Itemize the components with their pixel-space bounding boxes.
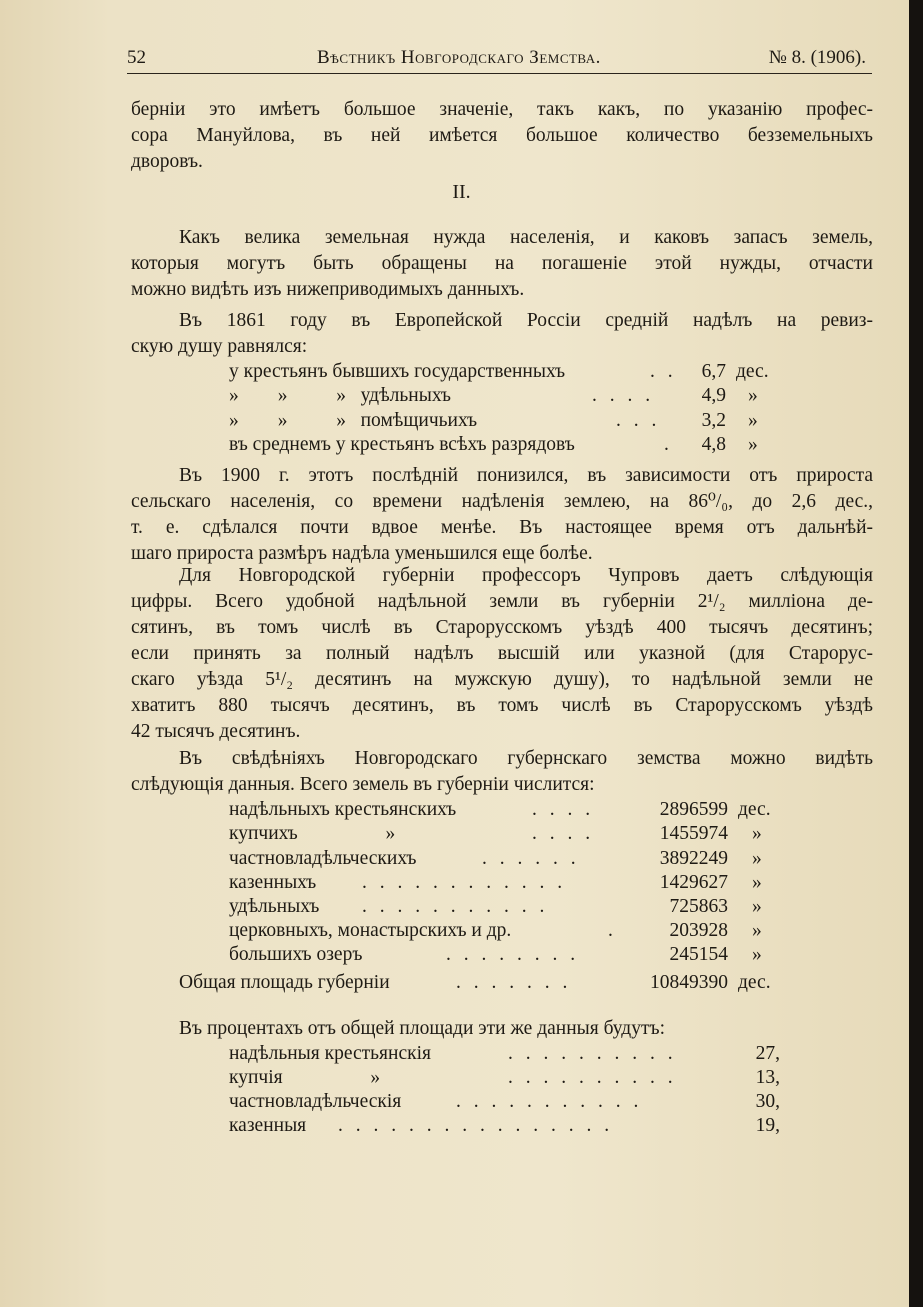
row-unit: дес. xyxy=(738,799,771,820)
paragraph-1-line: берніи это имѣетъ большое значеніе, такъ какъ, по указанію профес- xyxy=(131,99,873,120)
row-unit: » xyxy=(752,823,762,844)
row-value: 6,7 xyxy=(701,361,726,382)
total-value: 10849390 xyxy=(650,972,728,993)
row-label: большихъ озеръ xyxy=(229,944,363,965)
paragraph-3-line: скую душу равнялся: xyxy=(131,336,308,357)
row-value: 245154 xyxy=(669,944,728,965)
row-dots: . . . . . . . . . . . . xyxy=(362,872,567,893)
row-label: церковныхъ, монастырскихъ и др. xyxy=(229,920,512,941)
row-value: 2896599 xyxy=(659,799,728,820)
paragraph-1-line: сора Мануйлова, въ ней имѣется большое количество безземельныхъ xyxy=(131,125,873,146)
row-value: 4,9 xyxy=(701,385,726,406)
row-unit: дес. xyxy=(736,361,769,382)
row-label: частновладѣльческихъ xyxy=(229,848,417,869)
paragraph-2-line: которыя могутъ быть обращены на погашеніе этой нужды, отчасти xyxy=(131,253,873,274)
row-label: » » » помѣщичьихъ xyxy=(229,410,478,431)
paragraph-6-line: Въ свѣдѣніяхъ Новгородскаго губернскаго земства можно видѣть xyxy=(179,748,873,769)
paragraph-5-line: сятинъ, въ томъ числѣ въ Старорусскомъ уѣздѣ 400 тысячъ десятинъ; xyxy=(131,617,873,638)
row-value: 27, xyxy=(755,1043,780,1064)
total-unit: дес. xyxy=(738,972,771,993)
row-unit: » xyxy=(748,434,758,455)
row-label: казенныхъ xyxy=(229,872,317,893)
paragraph-7-line: Въ процентахъ отъ общей площади эти же данныя будутъ: xyxy=(179,1018,665,1039)
row-dots: . . . . xyxy=(592,385,655,406)
row-value: 30, xyxy=(755,1091,780,1112)
paragraph-3-line: Въ 1861 году въ Европейской Россіи средній надѣлъ на ревиз- xyxy=(179,310,873,331)
row-dots: . . . xyxy=(616,410,661,431)
paragraph-2-line: можно видѣть изъ нижеприводимыхъ данныхъ. xyxy=(131,279,525,300)
page-number: 52 xyxy=(127,47,146,68)
row-unit: » xyxy=(748,385,758,406)
row-value: 13, xyxy=(755,1067,780,1088)
row-value: 19, xyxy=(755,1115,780,1136)
row-label: частновладѣльческія xyxy=(229,1091,402,1112)
row-value: 3,2 xyxy=(701,410,726,431)
row-dots: . xyxy=(608,920,617,941)
issue-number: № 8. (1906). xyxy=(768,47,866,68)
row-value: 4,8 xyxy=(701,434,726,455)
paragraph-4-line: сельскаго населенія, со времени надѣленія землею, на 86⁰/₀, до 2,6 дес., xyxy=(131,491,873,512)
row-label: удѣльныхъ xyxy=(229,896,320,917)
row-label: казенныя xyxy=(229,1115,307,1136)
paragraph-4-line: Въ 1900 г. этотъ послѣдній понизился, въ зависимости отъ прироста xyxy=(179,465,873,486)
paragraph-5-line: Для Новгородской губерніи профессоръ Чупровъ даетъ слѣдующія xyxy=(179,565,873,586)
paragraph-5-line: хватитъ 880 тысячъ десятинъ, въ томъ числѣ въ Старорусскомъ уѣздѣ xyxy=(131,695,873,716)
paragraph-5-line: скаго уѣзда 5¹/₂ десятинъ на мужскую душу), то надѣльной земли не xyxy=(131,669,873,690)
row-dots: . . . . . . . . . . . xyxy=(362,896,549,917)
row-unit: » xyxy=(752,896,762,917)
row-unit: » xyxy=(752,944,762,965)
row-value: 725863 xyxy=(669,896,728,917)
row-unit: » xyxy=(752,872,762,893)
paragraph-5-line: если принять за полный надѣлъ высшій или указной (для Старорус- xyxy=(131,643,873,664)
paragraph-6-line: слѣдующія данныя. Всего земель въ губерніи числится: xyxy=(131,774,595,795)
row-label: купчія » xyxy=(229,1067,381,1088)
paragraph-5-line: 42 тысячъ десятинъ. xyxy=(131,721,301,742)
row-dots: . . . . . . . . . . xyxy=(508,1067,677,1088)
row-dots: . . . . . . . . xyxy=(446,944,580,965)
row-dots: . . . . xyxy=(532,823,595,844)
row-label: » » » удѣльныхъ xyxy=(229,385,451,406)
row-unit: » xyxy=(752,920,762,941)
section-heading: II. xyxy=(452,181,471,203)
row-dots: . . . . . . . . . . xyxy=(508,1043,677,1064)
total-label: Общая площадь губерніи xyxy=(179,972,390,993)
row-unit: » xyxy=(748,410,758,431)
row-dots: . . . . . . . . . . . . . . . . xyxy=(338,1115,614,1136)
row-label: купчихъ » xyxy=(229,823,396,844)
row-label: надѣльныя крестьянскія xyxy=(229,1043,431,1064)
total-dots: . . . . . . . xyxy=(456,972,572,993)
row-label: у крестьянъ бывшихъ государственныхъ xyxy=(229,361,566,382)
paragraph-4-line: т. е. сдѣлался почти вдвое менѣе. Въ настоящее время отъ дальнѣй- xyxy=(131,517,873,538)
row-value: 203928 xyxy=(669,920,728,941)
paragraph-5-line: цифры. Всего удобной надѣльной земли въ губерніи 2¹/₂ милліона де- xyxy=(131,591,873,612)
row-unit: » xyxy=(752,848,762,869)
row-dots: . . . . . . xyxy=(482,848,580,869)
row-dots: . . xyxy=(650,361,677,382)
paragraph-2-line: Какъ велика земельная нужда населенія, и каковъ запасъ земель, xyxy=(179,227,873,248)
paragraph-1-line: дворовъ. xyxy=(131,151,203,172)
paragraph-4-line: шаго прироста размѣръ надѣла уменьшился еще болѣе. xyxy=(131,543,593,564)
journal-title: Вѣстникъ Новгородскаго Земства. xyxy=(317,47,601,68)
running-header xyxy=(127,45,872,74)
row-dots: . . . . . . . . . . . xyxy=(456,1091,643,1112)
row-dots: . xyxy=(664,434,673,455)
row-value: 1429627 xyxy=(659,872,728,893)
row-label: надѣльныхъ крестьянскихъ xyxy=(229,799,457,820)
row-dots: . . . . xyxy=(532,799,595,820)
row-label: въ среднемъ у крестьянъ всѣхъ разрядовъ xyxy=(229,434,575,455)
row-value: 3892249 xyxy=(659,848,728,869)
row-value: 1455974 xyxy=(659,823,728,844)
